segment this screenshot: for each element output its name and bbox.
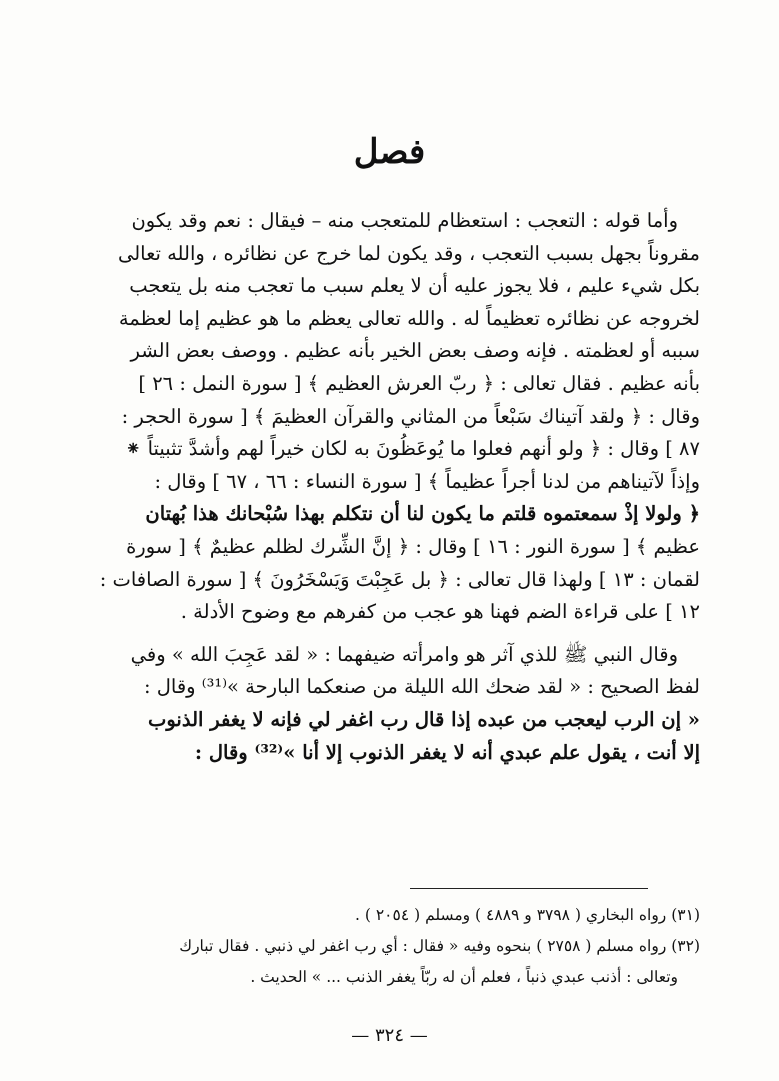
text-line: وأما قوله : التعجب : استعظام للمتعجب منه – فيقال : نعم وقد يكون [131, 209, 678, 232]
text-line: « إن الرب ليعجب من عبده إذا قال رب اغفر لي فإنه لا يغفر الذنوب [147, 707, 700, 731]
text-line: بكل شيء عليم ، فلا يجوز عليه أن لا يعلم سبب ما تعجب منه بل يتعجب [129, 274, 700, 298]
page-number: — ٣٢٤ — [351, 1025, 428, 1046]
text-line: سببه أو لعظمته . فإنه وصف بعض الخير بأنه عظيم . ووصف بعض الشر [130, 339, 700, 363]
footnote-separator [410, 888, 648, 889]
text-line: مقروناً بجهل بسبب التعجب ، وقد يكون لما خرج عن نظائره ، والله تعالى [117, 241, 700, 265]
footnote-line: (٣١) رواه البخاري ( ٣٧٩٨ و ٤٨٨٩ ) ومسلم ( ٢٠٥٤ ) . [355, 906, 700, 924]
footnote-line: وتعالى : أذنب عبدي ذنباً ، فعلم أن له ربّاً يغفر الذنب ... » الحديث . [250, 968, 678, 986]
text-line: وقال النبي ﷺ للذي آثر هو وامرأته ضيفهما : « لقد عَجِبَ الله » وفي [130, 642, 678, 666]
footnotes [88, 900, 700, 993]
text-line: وإذاً لآتيناهم من لدنا أجراً عظيماً ﴾ [ سورة النساء : ٦٦ ، ٦٧ ] وقال : [154, 469, 700, 493]
text-line: بأنه عظيم . فقال تعالى : ﴿ ربّ العرش العظيم ﴾ [ سورة النمل : ٢٦ ] [138, 371, 700, 395]
text-line: وقال : ﴿ ولقد آتيناك سَبْعاً من المثاني والقرآن العظيمَ ﴾ [ سورة الحجر : [121, 404, 700, 428]
text-line: عظيم ﴾ [ سورة النور : ١٦ ] وقال : ﴿ إنَّ الشِّرك لظلم عظيمٌ ﴾ [ سورة [126, 534, 700, 558]
text-line: إلا أنت ، يقول علم عبدي أنه لا يغفر الذنوب إلا أنا »⁽³²⁾ وقال : [194, 740, 700, 764]
footnote-line: (٣٢) رواه مسلم ( ٢٧٥٨ ) بنحوه وفيه « فقال : أي رب اغفر لي ذنبي . فقال تبارك [179, 937, 700, 955]
text-line: لفظ الصحيح : « لقد ضحك الله الليلة من صنعكما البارحة »⁽³¹⁾ وقال : [143, 675, 700, 699]
text-line: ﴿ ولولا إذْ سمعتموه قلتم ما يكون لنا أن نتكلم بهذا سُبْحانك هذا بُهتان [145, 502, 700, 526]
text-line: لخروجه عن نظائره تعظيماً له . والله تعالى يعظم ما هو عظيم إما لعظمة [118, 306, 700, 330]
text-line: لقمان : ١٣ ] ولهذا قال تعالى : ﴿ بل عَجِبْتَ وَيَسْخَرُونَ ﴾ [ سورة الصافات : [100, 567, 700, 591]
section-title: فصل [353, 132, 426, 172]
main-text [100, 205, 700, 769]
text-line: ١٢ ] على قراءة الضم فهنا هو عجب من كفرهم مع وضوح الأدلة . [180, 600, 700, 624]
text-line: ٨٧ ] وقال : ﴿ ولو أنهم فعلوا ما يُوعَظُونَ به لكان خيراً لهم وأشدَّ تثبيتاً ⁕ [125, 437, 700, 461]
